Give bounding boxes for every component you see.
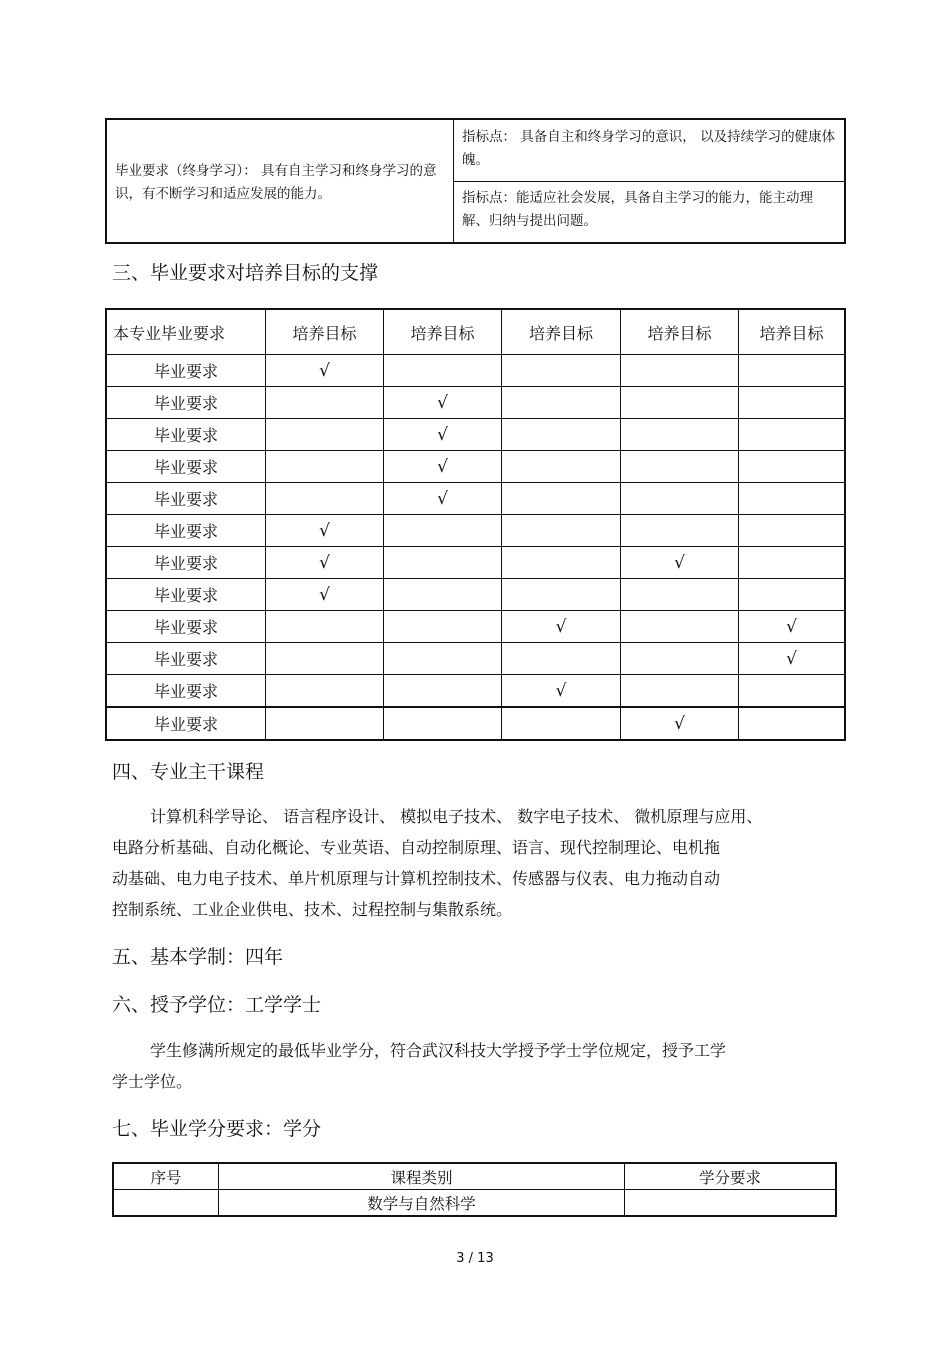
credit-header-category: 课程类别 [219, 1163, 625, 1190]
matrix-cell [621, 387, 739, 419]
matrix-header-objective: 培养目标 [739, 309, 846, 355]
matrix-cell [502, 547, 621, 579]
matrix-row [106, 675, 845, 708]
matrix-cell [502, 515, 621, 547]
matrix-cell [384, 579, 502, 611]
section3-heading: 三、毕业要求对培养目标的支撑 [112, 262, 379, 284]
matrix-row [106, 707, 845, 740]
matrix-row-label: 毕业要求 [106, 483, 266, 515]
indicator-text-1: 指标点： 具备自主和终身学习的意识， 以及持续学习的健康体魄。 [462, 129, 836, 168]
credit-cell-category: 数学与自然科学 [219, 1190, 625, 1217]
matrix-cell [266, 579, 384, 611]
matrix-cell [384, 707, 502, 740]
matrix-row-label: 毕业要求 [106, 515, 266, 547]
matrix-cell [384, 611, 502, 643]
matrix-cell [621, 419, 739, 451]
matrix-cell [266, 515, 384, 547]
matrix-header-objective: 培养目标 [621, 309, 739, 355]
credit-header-index: 序号 [113, 1163, 219, 1190]
matrix-cell [502, 579, 621, 611]
courses-line-4: 控制系统、工业企业供电、技术、过程控制与集散系统。 [112, 900, 513, 919]
matrix-cell [502, 387, 621, 419]
matrix-cell [266, 483, 384, 515]
check-mark: √ [555, 616, 567, 637]
credit-row [113, 1190, 836, 1217]
check-mark: √ [437, 456, 448, 477]
matrix-cell [384, 355, 502, 387]
matrix-row-label: 毕业要求 [106, 419, 266, 451]
matrix-cell [621, 707, 739, 740]
check-mark: √ [319, 552, 330, 573]
section4-heading: 四、专业主干课程 [112, 761, 265, 783]
matrix-cell [739, 579, 846, 611]
matrix-cell [621, 643, 739, 675]
requirement-cell [107, 120, 454, 242]
matrix-cell [739, 547, 846, 579]
matrix-cell [739, 355, 846, 387]
matrix-header-objective: 培养目标 [266, 309, 384, 355]
matrix-cell [384, 675, 502, 708]
matrix-row [106, 451, 845, 483]
credit-header-row [113, 1163, 836, 1190]
check-mark: √ [437, 392, 448, 413]
matrix-cell [384, 547, 502, 579]
matrix-cell [739, 387, 846, 419]
matrix-row-label: 毕业要求 [106, 675, 266, 708]
check-mark: √ [319, 520, 330, 541]
degree-line-1: 学生修满所规定的最低毕业学分，符合武汉科技大学授予学士学位规定，授予工学 [150, 1041, 727, 1060]
matrix-cell [502, 483, 621, 515]
matrix-cell [266, 707, 384, 740]
requirement-text: 毕业要求（终身学习）： 具有自主学习和终身学习的意识，有不断学习和适应发展的能力。 [115, 163, 437, 202]
matrix-cell [502, 451, 621, 483]
page-number: 3 / 13 [456, 1251, 494, 1266]
matrix-cell [502, 707, 621, 740]
matrix-cell [384, 515, 502, 547]
matrix-row-label: 毕业要求 [106, 387, 266, 419]
matrix-cell [739, 451, 846, 483]
check-mark: √ [786, 616, 797, 637]
matrix-cell [502, 675, 621, 708]
matrix-cell [739, 611, 846, 643]
matrix-cell [384, 483, 502, 515]
courses-line-3: 动基础、电力电子技术、单片机原理与计算机控制技术、传感器与仪表、电力拖动自动 [112, 869, 721, 888]
matrix-header-objective: 培养目标 [384, 309, 502, 355]
check-mark: √ [319, 360, 330, 381]
check-mark: √ [319, 584, 330, 605]
matrix-row [106, 515, 845, 547]
matrix-cell [621, 579, 739, 611]
section6-heading: 六、授予学位：工学学士 [112, 994, 322, 1016]
matrix-header-row [106, 309, 845, 355]
check-mark: √ [674, 713, 685, 734]
matrix-cell [502, 355, 621, 387]
matrix-row-label: 毕业要求 [106, 707, 266, 740]
graduation-requirement-table [105, 118, 846, 244]
matrix-cell [739, 419, 846, 451]
check-mark: √ [674, 552, 685, 573]
section7-heading: 七、毕业学分要求：学分 [112, 1118, 322, 1140]
support-matrix-table [105, 308, 846, 741]
matrix-cell [502, 643, 621, 675]
matrix-cell [384, 451, 502, 483]
check-mark: √ [555, 680, 567, 701]
matrix-cell [739, 483, 846, 515]
indicator-column [454, 120, 844, 242]
matrix-cell [739, 515, 846, 547]
matrix-header-objective: 培养目标 [502, 309, 621, 355]
matrix-cell [502, 419, 621, 451]
matrix-cell [266, 547, 384, 579]
matrix-header-requirement: 本专业毕业要求 [106, 309, 266, 355]
check-mark: √ [437, 488, 448, 509]
matrix-cell [621, 547, 739, 579]
indicator-cell-2 [454, 182, 844, 242]
matrix-cell [621, 611, 739, 643]
matrix-cell [621, 451, 739, 483]
matrix-cell [266, 355, 384, 387]
matrix-row-label: 毕业要求 [106, 451, 266, 483]
matrix-cell [266, 419, 384, 451]
matrix-row [106, 611, 845, 643]
matrix-row [106, 547, 845, 579]
matrix-cell [384, 643, 502, 675]
credit-header-credits: 学分要求 [625, 1163, 837, 1190]
matrix-cell [266, 387, 384, 419]
matrix-row [106, 387, 845, 419]
matrix-cell [384, 419, 502, 451]
matrix-row [106, 579, 845, 611]
matrix-cell [739, 643, 846, 675]
matrix-cell [502, 611, 621, 643]
matrix-cell [621, 483, 739, 515]
matrix-cell [266, 451, 384, 483]
matrix-row-label: 毕业要求 [106, 579, 266, 611]
matrix-row [106, 483, 845, 515]
courses-line-1: 计算机科学导论、 语言程序设计、 模拟电子技术、 数字电子技术、 微机原理与应用、 [150, 807, 763, 826]
matrix-cell [266, 611, 384, 643]
matrix-row [106, 419, 845, 451]
matrix-row-label: 毕业要求 [106, 611, 266, 643]
degree-line-2: 学士学位。 [112, 1072, 193, 1091]
matrix-row [106, 643, 845, 675]
matrix-cell [266, 675, 384, 708]
indicator-cell-1 [454, 120, 844, 182]
matrix-cell [384, 387, 502, 419]
credit-cell-credits [625, 1190, 837, 1217]
matrix-row-label: 毕业要求 [106, 547, 266, 579]
matrix-cell [266, 643, 384, 675]
matrix-row [106, 355, 845, 387]
check-mark: √ [437, 424, 448, 445]
credit-requirement-table [112, 1162, 837, 1217]
matrix-row-label: 毕业要求 [106, 355, 266, 387]
matrix-row-label: 毕业要求 [106, 643, 266, 675]
courses-line-2: 电路分析基础、自动化概论、专业英语、自动控制原理、语言、现代控制理论、电机拖 [112, 838, 721, 857]
indicator-text-2: 指标点：能适应社会发展，具备自主学习的能力，能主动理解、归纳与提出问题。 [462, 190, 813, 229]
matrix-cell [621, 515, 739, 547]
section5-heading: 五、基本学制：四年 [112, 946, 284, 968]
matrix-cell [739, 675, 846, 708]
credit-cell-index [113, 1190, 219, 1217]
check-mark: √ [786, 648, 797, 669]
matrix-cell [621, 355, 739, 387]
matrix-cell [739, 707, 846, 740]
matrix-cell [621, 675, 739, 708]
